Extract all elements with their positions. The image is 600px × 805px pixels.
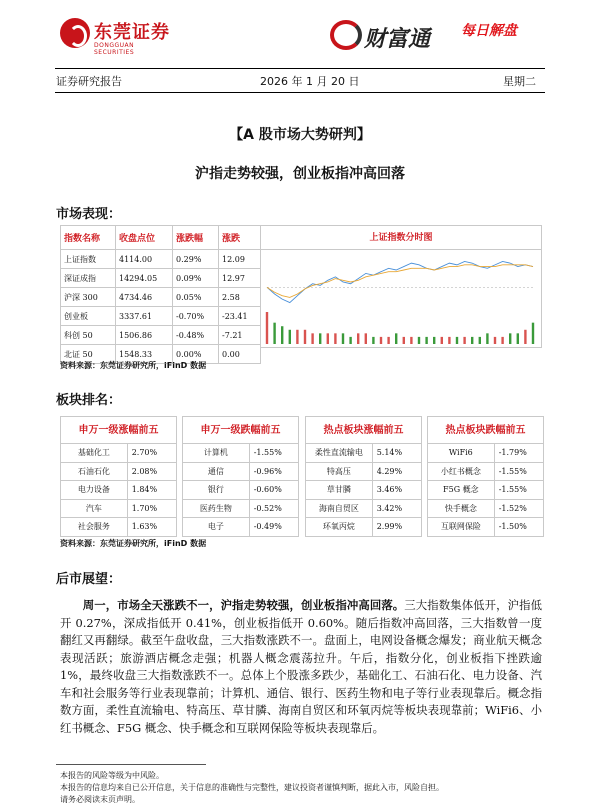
table-header-cell: 涨跌幅 — [173, 226, 219, 250]
footer-rule — [56, 764, 206, 765]
volume-bar — [357, 333, 359, 344]
table-cell: 0.00 — [219, 345, 261, 364]
partner-slogan: 每日解盘 — [461, 23, 517, 39]
volume-bar — [479, 337, 481, 344]
sector-change: -1.50% — [498, 522, 527, 531]
volume-bar — [395, 333, 397, 344]
volume-bar — [296, 330, 298, 344]
broker-name-en: DONGGUAN SECURITIES — [94, 42, 135, 56]
sector-name: 银行 — [183, 481, 250, 499]
volume-bar — [441, 337, 443, 344]
partner-logo-mark-icon — [330, 20, 362, 50]
volume-bar — [524, 330, 526, 344]
table-row — [305, 500, 422, 519]
table-cell: 创业板 — [61, 307, 116, 326]
table-cell: -7.21 — [219, 326, 261, 345]
table-row — [182, 444, 299, 463]
volume-bar — [311, 333, 313, 344]
sector-column-title: 热点板块涨幅前五 — [305, 416, 422, 444]
table-cell: -0.70% — [173, 307, 219, 326]
volume-bar — [456, 337, 458, 344]
table-cell: 12.97 — [219, 269, 261, 288]
table-row — [182, 481, 299, 500]
table-row — [61, 288, 261, 307]
sector-change: 4.29% — [376, 466, 403, 476]
table-cell: 4114.00 — [116, 250, 173, 269]
sector-name: 基础化工 — [61, 444, 128, 462]
sector-column-title: 申万一级跌幅前五 — [182, 416, 299, 444]
sector-column — [182, 416, 299, 537]
table-row — [305, 518, 422, 537]
report-title: 【A 股市场大势研判】 — [229, 127, 371, 143]
table-cell: 1548.33 — [116, 345, 173, 364]
table-row — [61, 269, 261, 288]
sector-name: 环氧丙烷 — [306, 518, 373, 536]
sector-change: -0.49% — [253, 522, 282, 531]
volume-bar — [425, 337, 427, 344]
sector-name: 互联网保险 — [428, 518, 495, 536]
volume-bar — [342, 333, 344, 344]
volume-bar — [327, 333, 329, 344]
sector-name: 汽车 — [61, 500, 128, 518]
table-header-cell: 收盘点位 — [116, 226, 173, 250]
table-row — [305, 481, 422, 500]
sector-name: 电力设备 — [61, 481, 128, 499]
sector-change: -1.55% — [498, 485, 527, 494]
outlook-lead: 周一，市场全天涨跌不一，沪指走势较强，创业板指冲高回落。 — [82, 598, 405, 612]
partner-logo — [330, 18, 550, 58]
volume-bar — [380, 337, 382, 344]
average-series-line — [267, 265, 533, 298]
sector-change: 2.99% — [376, 522, 403, 531]
chart-title: 上证指数分时图 — [261, 226, 541, 250]
table-row — [60, 481, 177, 500]
volume-bar — [365, 333, 367, 344]
table-row — [427, 500, 544, 519]
sector-column — [60, 416, 177, 537]
volume-bar — [304, 330, 306, 344]
table-row — [182, 518, 299, 537]
sector-column-title: 热点板块跌幅前五 — [427, 416, 544, 444]
sector-change: 2.70% — [131, 448, 158, 457]
table-header-cell: 涨跌 — [219, 226, 261, 250]
intraday-chart-svg — [261, 250, 541, 348]
sector-name: F5G 概念 — [428, 481, 495, 499]
volume-bar — [448, 337, 450, 344]
sector-change: -0.60% — [253, 485, 282, 494]
outlook-paragraph — [60, 597, 542, 737]
report-subtitle: 沪指走势较强，创业板指冲高回落 — [195, 166, 405, 182]
table-cell: 0.29% — [173, 250, 219, 269]
table-cell: 科创 50 — [61, 326, 116, 345]
table-cell: 北证 50 — [61, 345, 116, 364]
table-cell: 14294.05 — [116, 269, 173, 288]
volume-bar — [486, 333, 488, 344]
broker-name-cn: 东莞证券 — [94, 22, 170, 43]
table-row — [305, 444, 422, 463]
volume-bar — [471, 337, 473, 344]
footer-notice: 请务必阅读末页声明。 — [60, 795, 140, 804]
header-rule — [55, 68, 545, 69]
broker-logo-mark-icon — [60, 18, 90, 48]
index-table-header — [61, 226, 261, 250]
volume-bar — [509, 333, 511, 344]
table-row — [427, 444, 544, 463]
sector-section-title: 板块排名： — [56, 393, 122, 408]
table-cell: -0.48% — [173, 326, 219, 345]
sector-change: 3.46% — [376, 485, 403, 494]
volume-bar — [532, 323, 534, 344]
table-row — [305, 463, 422, 482]
sector-change: -0.52% — [253, 503, 282, 513]
table-row — [60, 463, 177, 482]
table-cell: 0.05% — [173, 288, 219, 307]
table-cell: 4734.46 — [116, 288, 173, 307]
volume-bar — [273, 323, 275, 344]
sector-name: 电子 — [183, 518, 250, 536]
sector-change: 3.42% — [376, 503, 403, 513]
table-cell: -23.41 — [219, 307, 261, 326]
volume-bar — [281, 326, 283, 344]
table-cell: 1506.86 — [116, 326, 173, 345]
sector-change: 1.84% — [131, 485, 158, 494]
volume-bar — [410, 337, 412, 344]
volume-bar — [319, 333, 321, 344]
volume-bar — [494, 337, 496, 344]
volume-bar — [372, 337, 374, 344]
sector-change: 1.63% — [131, 522, 158, 531]
price-series-line — [267, 261, 533, 302]
table-row — [60, 518, 177, 537]
index-table — [60, 225, 261, 364]
table-row — [60, 444, 177, 463]
sector-change: -0.96% — [253, 466, 282, 476]
table-cell: 深证成指 — [61, 269, 116, 288]
sector-change: -1.55% — [498, 466, 527, 476]
outlook-body: 三大指数集体低开，沪指低开 0.27%，深成指低开 0.41%，创业板指低开 0.60%。随后指数冲高回落，三大指数曾一度翻红又再翻绿。截至午盘收盘，三大指数涨跌不一。盘面上，电网设备概念爆发；商业航天概念表现活跃；旅游酒店概念走强；机器人概念震荡拉升。午后，指数分化，创业板指下挫跌逾 1%，最终收盘三大指数涨跌不一。总体上个股涨多跌少，基础化工、石油石化、电力设备、汽车和社会服务等行业表现靠前；计算机、通信、银行、医药生物和电子等行业表现靠后。概念指数方面，柔性直流输电、特高压、草甘膦、海南自贸区和环氧丙烷等板块表现靠前；WiFi6、小红书概念、F5G 概念、快手概念和互联网保险等板块表现靠后。 — [60, 598, 542, 735]
volume-bar — [463, 337, 465, 344]
meta-rule — [55, 92, 545, 93]
table-cell: 0.00% — [173, 345, 219, 364]
sector-change: -1.52% — [498, 503, 527, 513]
sector-source: 资料来源：东莞证券研究所，iFinD 数据 — [60, 539, 207, 548]
volume-bar — [433, 337, 435, 344]
sector-change: -1.79% — [498, 448, 527, 457]
sector-name: 通信 — [183, 463, 250, 481]
sector-column — [427, 416, 544, 537]
market-section-title: 市场表现： — [56, 207, 122, 222]
report-weekday: 星期二 — [503, 75, 536, 88]
sector-change: 1.70% — [131, 503, 158, 513]
sector-name: WiFi6 — [428, 444, 495, 462]
sector-name: 医药生物 — [183, 500, 250, 518]
table-row — [61, 307, 261, 326]
sector-name: 计算机 — [183, 444, 250, 462]
sector-name: 社会服务 — [61, 518, 128, 536]
table-cell: 沪深 300 — [61, 288, 116, 307]
volume-bar — [517, 333, 519, 344]
market-source: 资料来源：东莞证券研究所，iFinD 数据 — [60, 361, 207, 370]
table-cell: 上证指数 — [61, 250, 116, 269]
sector-change: -1.55% — [253, 448, 282, 457]
sector-name: 特高压 — [306, 463, 373, 481]
table-header-cell: 指数名称 — [61, 226, 116, 250]
sector-column — [305, 416, 422, 537]
table-row — [182, 500, 299, 519]
table-row — [61, 250, 261, 269]
table-row — [60, 500, 177, 519]
volume-bar — [266, 312, 268, 344]
table-cell: 2.58 — [219, 288, 261, 307]
sector-column-title: 申万一级涨幅前五 — [60, 416, 177, 444]
sector-name: 海南自贸区 — [306, 500, 373, 518]
volume-bar — [387, 337, 389, 344]
table-row — [182, 463, 299, 482]
sector-name: 草甘膦 — [306, 481, 373, 499]
table-row — [61, 326, 261, 345]
volume-bar — [501, 337, 503, 344]
report-date: 2026 年 1 月 20 日 — [260, 75, 360, 88]
intraday-chart — [260, 225, 542, 348]
volume-bar — [334, 333, 336, 344]
table-row — [427, 481, 544, 500]
volume-bar — [289, 330, 291, 344]
table-cell: 12.09 — [219, 250, 261, 269]
footer-risk-level: 本报告的风险等级为中风险。 — [60, 771, 164, 780]
sector-name: 柔性直流输电 — [306, 444, 373, 462]
sector-name: 快手概念 — [428, 500, 495, 518]
sector-name: 石油石化 — [61, 463, 128, 481]
volume-bar — [403, 337, 405, 344]
sector-name: 小红书概念 — [428, 463, 495, 481]
broker-logo — [60, 16, 170, 56]
volume-bar — [418, 337, 420, 344]
sector-change: 5.14% — [376, 448, 403, 457]
partner-name: 财富通 — [364, 27, 431, 52]
volume-bar — [349, 337, 351, 344]
outlook-section-title: 后市展望： — [56, 572, 122, 587]
table-row — [427, 518, 544, 537]
table-row — [427, 463, 544, 482]
table-cell: 0.09% — [173, 269, 219, 288]
report-type: 证券研究报告 — [56, 75, 122, 88]
sector-change: 2.08% — [131, 466, 158, 476]
table-cell: 3337.61 — [116, 307, 173, 326]
footer-disclaimer: 本报告的信息均来自已公开信息，关于信息的准确性与完整性，建议投资者谨慎判断，据此入市，风险自担。 — [60, 783, 444, 792]
